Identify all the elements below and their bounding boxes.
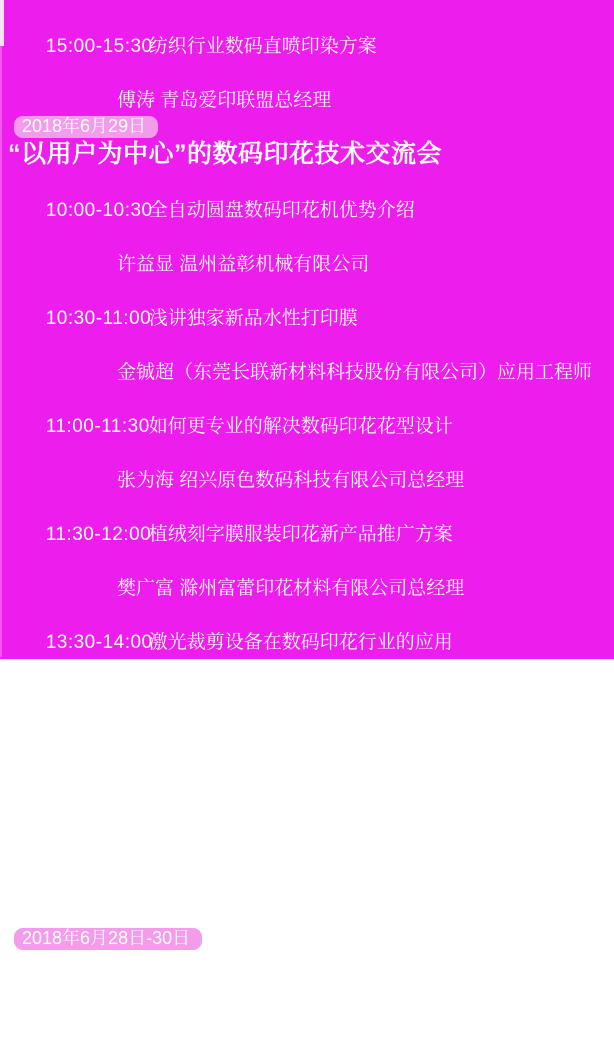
exhibition-note: 绿色环保喷墨应用体验区 (14, 982, 224, 1003)
session-presenter: 刘宗治 柯尼卡美能达 (117, 794, 294, 815)
session-row (14, 278, 606, 359)
session-topic: 全自动圆盘数码印花机优势介绍 (148, 200, 415, 221)
session-topic: 数码印花的现状及展望 (148, 740, 339, 761)
session-topic: TID新材料•新潮流•新安全 新产品发布 (148, 848, 464, 869)
session-time: 14:00-14:30 (45, 740, 153, 761)
session-topic: 浅讲独家新品水性打印膜 (148, 308, 358, 329)
left-edge-faint-artifact (0, 46, 2, 657)
session-time: 15:00-15:30 (45, 36, 153, 57)
session-presenter: 张为海 绍兴原色数码科技有限公司总经理 (117, 470, 465, 491)
session-time: 10:00-10:30 (45, 200, 153, 221)
bottom-edge-strip (0, 659, 614, 663)
session-time: 11:30-12:00 (45, 524, 152, 545)
session-row (14, 170, 606, 251)
session-row (14, 386, 606, 467)
session-presenter: 樊广富 滁州富蕾印花材料有限公司总经理 (117, 578, 465, 599)
exhibition-note: 图来旺—画型花样展示区 (14, 955, 224, 976)
session-topic: 如何更专业的解决数码印花花型设计 (148, 416, 453, 437)
session-presenter: 金铖超（东莞长联新材料科技股份有限公司）应用工程师 (117, 362, 593, 383)
left-edge-artifact (0, 0, 4, 46)
session-topic: 激光裁剪设备在数码印花行业的应用 (148, 632, 453, 653)
session-time: 11:00-11:30 (45, 416, 150, 437)
session-row (14, 710, 606, 791)
session-time: 13:30-14:00 (45, 632, 153, 653)
session-presenter: 傅涛 青岛爱印联盟总经理 (117, 90, 332, 111)
exhibition-date-row (14, 928, 606, 950)
session-row (14, 494, 606, 575)
date-range-badge: 2018年6月28日-30日 (14, 928, 202, 950)
session-row (14, 602, 606, 683)
session-presenter: 上海咔咻智能科技有限公司 (117, 686, 346, 707)
session-time: 10:30-11:00 (45, 308, 152, 329)
session-topic: 植绒刻字膜服装印花新产品推广方案 (148, 524, 453, 545)
exhibition-note: 冰爽一夏，青岛啤酒免费畅饮/S3馆 (14, 1036, 309, 1057)
session-row (14, 6, 606, 87)
session-time: 14:30-15:00 (45, 848, 153, 869)
exhibition-hours: 9:00-16:00 (232, 928, 328, 950)
forum-title: “以用户为中心”的数码印花技术交流会 (8, 140, 443, 168)
session-presenter: 余朝金 新力元反光材料山东分公司总经理 (117, 902, 465, 923)
date-badge-row (14, 116, 606, 138)
session-row (14, 818, 606, 899)
session-presenter: 许益显 温州益彰机械有限公司 (117, 254, 370, 275)
date-badge: 2018年6月29日 (14, 116, 158, 138)
exhibition-note: 现场扫码，关注微信送冰饮、领礼品 (14, 1009, 319, 1030)
session-topic: 纺织行业数码直喷印染方案 (148, 36, 377, 57)
